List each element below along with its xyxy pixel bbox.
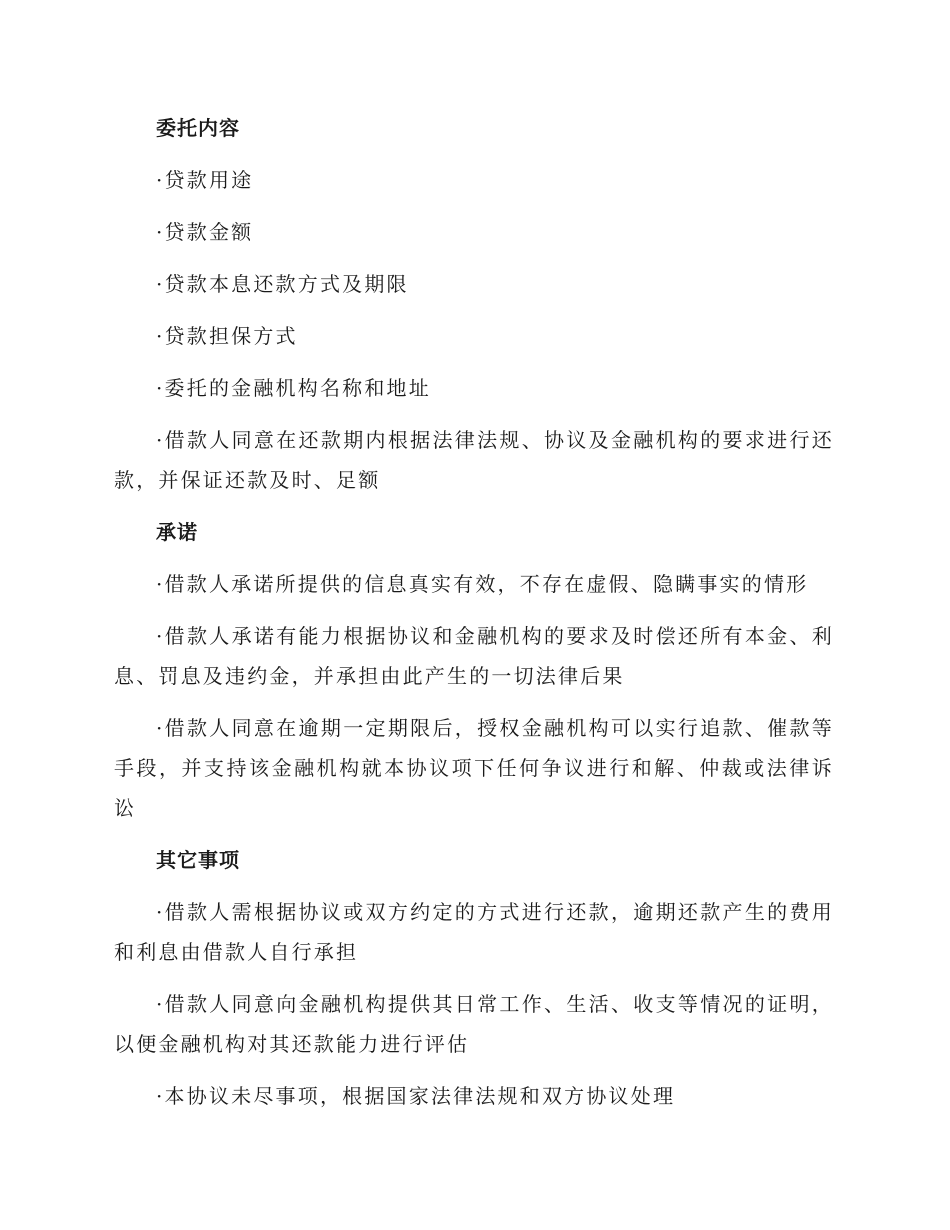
list-item: ·借款人同意向金融机构提供其日常工作、生活、收支等情况的证明，以便金融机构对其还款能力进行评估 <box>114 992 834 1056</box>
list-item: ·借款人同意在还款期内根据法律法规、协议及金融机构的要求进行还款，并保证还款及时、足额 <box>114 428 834 492</box>
section-heading-other-matters: 其它事项 <box>156 848 240 872</box>
list-item: ·借款人承诺有能力根据协议和金融机构的要求及时偿还所有本金、利息、罚息及违约金，并承担由此产生的一切法律后果 <box>114 624 834 688</box>
list-item: ·借款人承诺所提供的信息真实有效，不存在虚假、隐瞒事实的情形 <box>156 572 809 596</box>
document-body <box>114 108 834 1128</box>
list-item: ·贷款担保方式 <box>156 324 298 348</box>
list-item: ·委托的金融机构名称和地址 <box>156 376 431 400</box>
list-item: ·借款人同意在逾期一定期限后，授权金融机构可以实行追款、催款等手段，并支持该金融机构就本协议项下任何争议进行和解、仲裁或法律诉讼 <box>114 716 834 820</box>
list-item: ·贷款用途 <box>156 168 254 192</box>
list-item: ·借款人需根据协议或双方约定的方式进行还款，逾期还款产生的费用和利息由借款人自行承担 <box>114 900 834 964</box>
list-item: ·贷款金额 <box>156 220 254 244</box>
section-heading-commitment: 承诺 <box>156 520 198 544</box>
list-item: ·贷款本息还款方式及期限 <box>156 272 409 296</box>
section-heading-entrusted-content: 委托内容 <box>156 116 240 140</box>
list-item: ·本协议未尽事项，根据国家法律法规和双方协议处理 <box>156 1084 676 1108</box>
